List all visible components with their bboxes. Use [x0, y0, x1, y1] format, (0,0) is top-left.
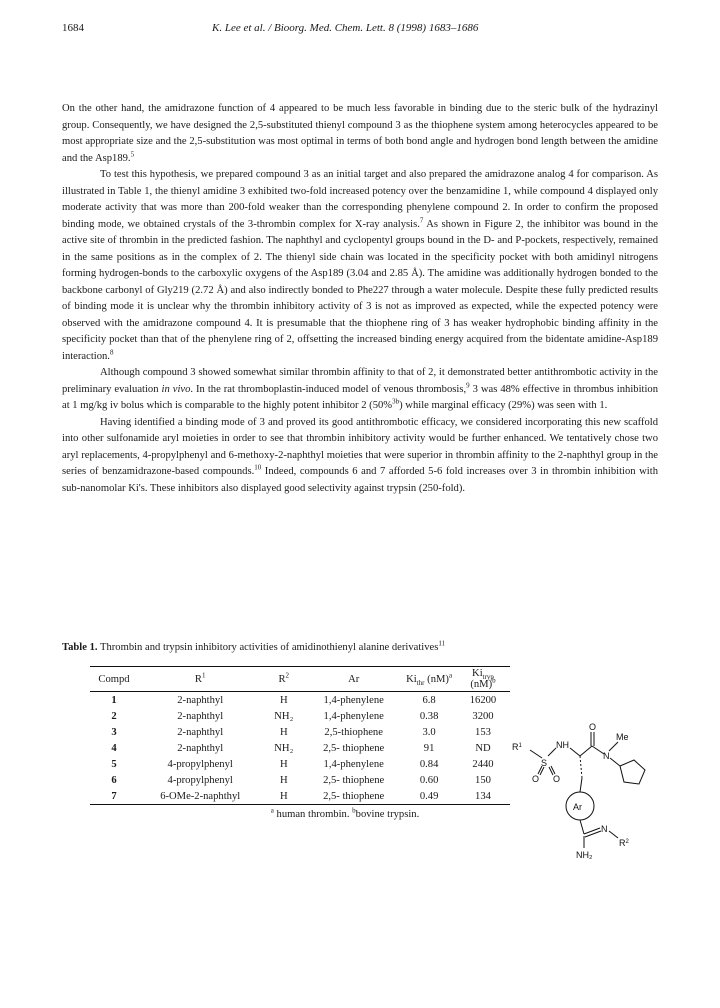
header-r1: $R^1$ — [194, 670, 206, 685]
cell-ki-thr: 0.60 — [419, 774, 439, 786]
structure-label-ar: Ar — [573, 802, 582, 812]
running-title: K. Lee et al. / Bioorg. Med. Chem. Lett. 8 (1998) 1683–1686 — [212, 22, 479, 34]
cell-ki-tryp: ND — [475, 742, 491, 754]
article-body — [62, 101, 658, 497]
page-number: 1684 — [62, 22, 84, 34]
table-row — [90, 692, 510, 709]
cell-r2: H — [279, 726, 288, 738]
table-row — [90, 772, 510, 788]
cell-ki-tryp: 150 — [475, 774, 491, 786]
ref-11: 11 — [438, 639, 446, 648]
ref-7: 7 — [419, 215, 424, 224]
cell-compd: 1 — [111, 694, 117, 706]
structure-label-me: Me — [616, 732, 629, 742]
cell-r2: NH₂ — [274, 742, 294, 754]
cell-ki-tryp: 16200 — [469, 694, 497, 706]
cell-compd: 6 — [111, 774, 117, 786]
table-row — [90, 756, 510, 772]
table-row — [90, 708, 510, 724]
cell-ar: 1,4-phenylene — [323, 710, 384, 722]
header-ki-thr: $Ki_{thr}$ (nM)$^a$ — [406, 670, 453, 687]
cell-ki-tryp: 2440 — [472, 758, 494, 770]
cell-r2: H — [279, 790, 288, 802]
cell-ki-thr: 0.38 — [419, 710, 439, 722]
cell-compd: 3 — [111, 726, 117, 738]
table-caption-label: Table 1. — [62, 642, 98, 653]
chemical-structure-diagram — [508, 722, 668, 872]
cell-r1: 2-naphthyl — [177, 726, 224, 738]
cell-ki-thr: 91 — [423, 742, 435, 754]
structure-label-n-amidine: N — [601, 824, 608, 834]
structure-label-o-carbonyl: O — [589, 722, 597, 732]
paragraph-4: Having identified a binding mode of 3 and proved its good antithrombotic efficacy, we considered incorporating this new scaffold into other sulfonamide aryl moieties in order to see that thrombin inhibitory activity would be further enhanced. We tentatively chose two aryl replacements, 4-propylphenyl and 6-methoxy-2-naphthyl moieties that were superior in thrombin affinity to the 2-naphthyl group in the series of benzamidrazone-based compounds.$^{10}$ Indeed, compounds 6 and 7 afforded 5-6 fold increases over 3 in thrombin inhibition with sub-nanomolar Ki's. These inhibitors also displayed good selectivity against trypsin (250-fold). — [62, 416, 658, 494]
cell-ar: 2,5-thiophene — [324, 726, 383, 738]
cell-r1: 4-propylphenyl — [167, 774, 233, 786]
paragraph-3: Although compound 3 showed somewhat similar thrombin affinity to that of 2, it demonstrated better antithrombotic activity in the preliminary evaluation in vivo. In the rat thromboplastin-induced model of venous thrombosis,$^9$ 3 was 48% effective in thrombus inhibition at 1 mg/kg iv bolus which is comparable to the highly potent inhibitor 2 (50%$^{3b}$) while marginal efficacy (29%) was seen with 1. — [62, 367, 658, 411]
cell-r1: 2-naphthyl — [177, 742, 224, 754]
header-compd: Compd — [98, 673, 130, 685]
ref-10: 10 — [254, 463, 262, 472]
cell-compd: 4 — [111, 742, 117, 754]
ref-9: 9 — [466, 380, 470, 389]
cell-ki-thr: 6.8 — [422, 694, 436, 706]
structure-label-o-left: O — [532, 774, 540, 784]
ref-8: 8 — [109, 347, 114, 356]
table-row — [90, 788, 510, 805]
cell-ar: 2,5- thiophene — [323, 790, 385, 802]
cell-ki-tryp: 3200 — [472, 710, 494, 722]
cell-ki-tryp: 153 — [475, 726, 491, 738]
structure-label-s: S — [541, 758, 548, 768]
table-caption-text: Thrombin and trypsin inhibitory activities of amidinothienyl alanine derivatives — [97, 642, 439, 653]
header-r2: $R^2$ — [278, 670, 290, 685]
cell-r1: 2-naphthyl — [177, 710, 224, 722]
cell-ki-thr: 0.49 — [419, 790, 439, 802]
paragraph-1: On the other hand, the amidrazone function of 4 appeared to be much less favorable in binding due to the steric bulk of the hydrazinyl group. Consequently, we have designed the 2,5-substituted thienyl compound 3 as the thiophene system among heterocycles appeared to be most appropriate size and the 2,5-substitution was most optimal in terms of both bond angle and hydrogen bond length between the amidine and the Asp189.$^5$ — [62, 103, 658, 164]
cell-ki-thr: 0.84 — [419, 758, 439, 770]
cell-r2: H — [279, 758, 288, 770]
cell-r2: H — [279, 694, 288, 706]
structure-label-o-right: O — [553, 774, 561, 784]
cell-r1: 4-propylphenyl — [167, 758, 233, 770]
cell-r2: NH₂ — [274, 710, 294, 722]
in-vivo-italic: in vivo — [161, 383, 191, 395]
cell-ar: 1,4-phenylene — [323, 694, 384, 706]
table-row — [90, 740, 510, 756]
cell-r1: 2-naphthyl — [177, 694, 224, 706]
cell-r1: 6-OMe-2-naphthyl — [160, 790, 241, 802]
header-ki-tryp: $Ki_{tryp}$ (nM)$^b$ — [470, 668, 496, 690]
cell-ar: 2,5- thiophene — [323, 774, 385, 786]
ref-5: 5 — [130, 149, 135, 158]
running-header — [62, 22, 658, 40]
table-header-row — [90, 667, 510, 692]
structure-label-n-amide: N — [603, 751, 610, 761]
cell-compd: 5 — [111, 758, 117, 770]
paragraph-2: To test this hypothesis, we prepared compound 3 as an initial target and also prepared the amidrazone analog 4 for comparison. As illustrated in Table 1, the thienyl amidine 3 exhibited two-fold increased potency over the benzamidine 1, while compound 4 displayed only moderate activity that was more than 200-fold weaker than the corresponding phenylene compound 2. In order to confirm the proposed binding mode, we obtained crystals of the 3-thrombin complex for X-ray analysis.$^7$ As shown in Figure 2, the inhibitor was bound in the active site of thrombin in the predicted fashion. The naphthyl and cyclopentyl groups bound in the D- and P-pockets, respectively, remained in the same positions as in the complex of 2. The thienyl side chain was located in the specificity pocket with both amidinyl nitrogens forming hydrogen-bonds to the carboxylic oxygens of the Asp189 (3.04 and 2.85 Å). The amidine was additionally hydrogen bonded to the backbone carbonyl of Gly219 (2.72 Å) and also indirectly bonded to Phe227 through a water molecule. Despite these fully predicted results of binding mode it is unclear why the thrombin inhibitory activity of 3 is not as improved as expected, while the expected potency were observed with the amidrazone compound 4. It is presumable that the thiophene ring of 3 has weaker hydrophobic binding affinity in the specificity pocket than that of the phenylene ring of 2, offsetting the increased binding energy acquired from the bidentate amidine-Asp189 interaction.$^8$ — [62, 169, 658, 362]
ref-3b: 3b — [392, 397, 400, 406]
cell-compd: 7 — [111, 790, 117, 802]
structure-label-r1: $R^1$ — [512, 742, 522, 752]
activity-table — [90, 666, 510, 805]
structure-label-r-end: $R^2$ — [619, 838, 629, 848]
table-row — [90, 724, 510, 740]
cell-ki-thr: 3.0 — [422, 726, 436, 738]
cell-ar: 2,5- thiophene — [323, 742, 385, 754]
cell-ar: 1,4-phenylene — [323, 758, 384, 770]
table-caption — [62, 641, 658, 655]
cell-r2: H — [279, 774, 288, 786]
structure-label-nh: NH — [556, 740, 569, 750]
table-1 — [90, 666, 510, 820]
structure-label-nh2: NH₂ — [576, 850, 593, 860]
table-footnote: $^a$ human thrombin. $^b$bovine trypsin. — [270, 806, 420, 820]
cell-ki-tryp: 134 — [475, 790, 491, 802]
header-ar: Ar — [348, 673, 360, 685]
cell-compd: 2 — [111, 710, 117, 722]
